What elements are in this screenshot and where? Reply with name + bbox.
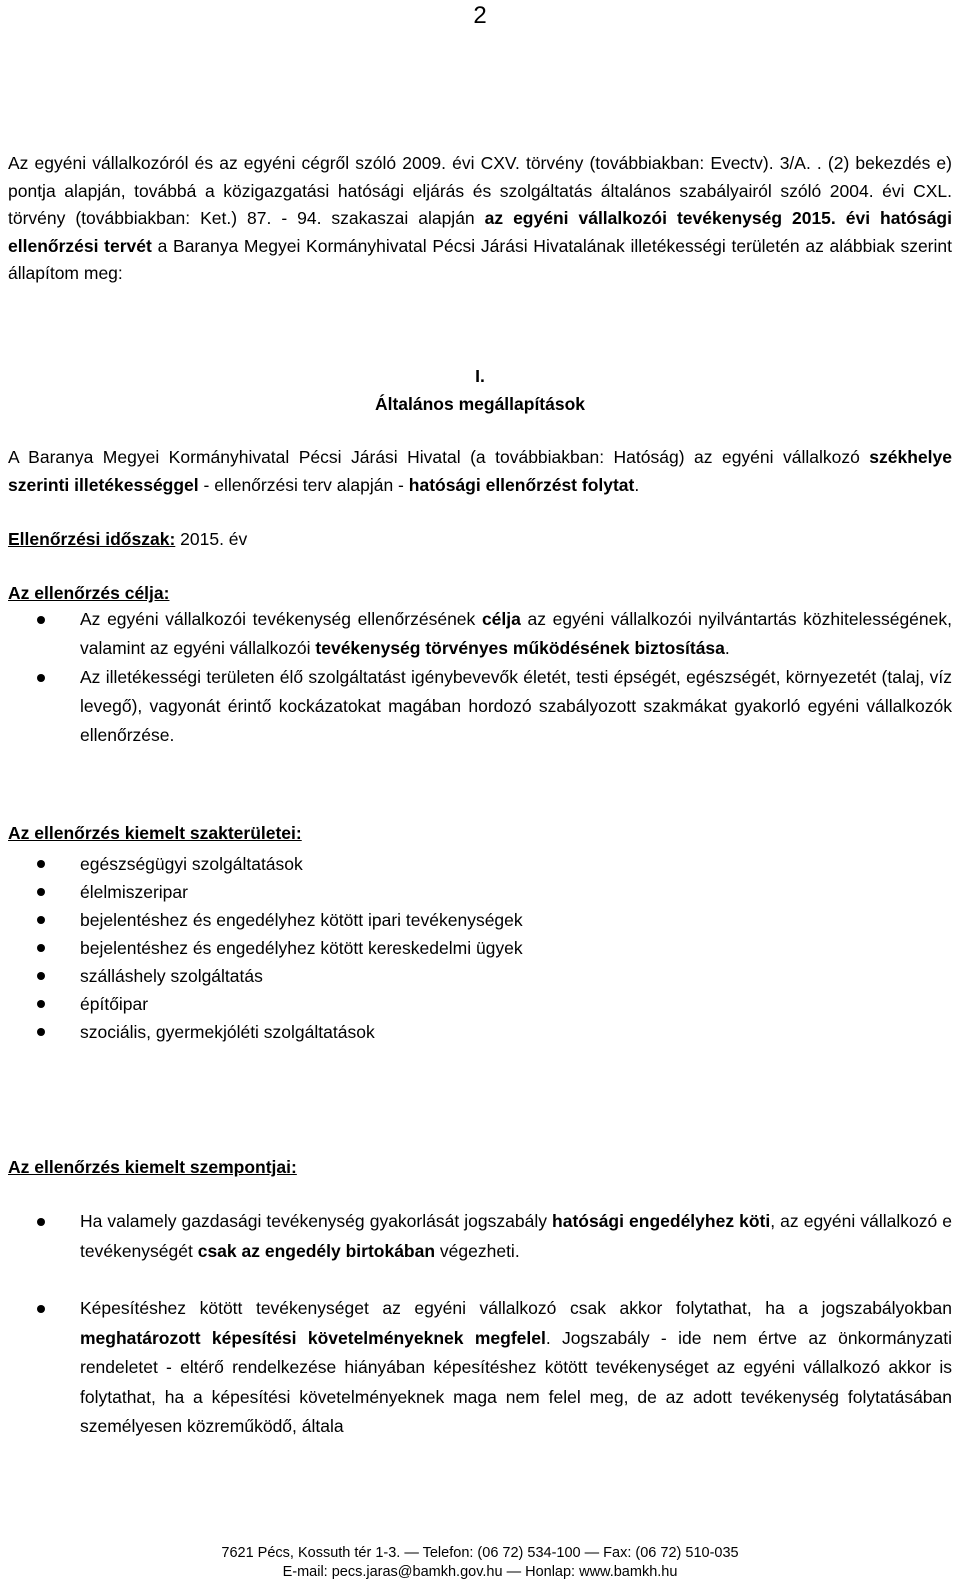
intro-text-2: a Baranya Megyei Kormányhivatal Pécsi Járási Hivatalának illetékességi területén az alábbiak szerint állapítom meg:	[8, 235, 952, 283]
area-label: egészségügyi szolgáltatások	[80, 854, 303, 874]
area-label: szociális, gyermekjóléti szolgáltatások	[80, 1022, 375, 1042]
aspect-text-5: . Jogszabály - ide nem értve az önkormányzati rendeletet - eltérő rendelkezése hiányában képesítéshez kötött tevékenységet az egyéni vállalkozó akkor is folytathat, ha a képesítési követelményeknek maga nem felel meg, de az adott tevékenység folytatásában személyesen közreműködő, általa	[80, 1327, 952, 1436]
general-text-3: .	[634, 474, 640, 495]
period-value: 2015. év	[175, 529, 248, 549]
list-item	[8, 906, 952, 934]
aspect-text-3: végezheti.	[435, 1240, 520, 1261]
aspect-bold-3: meghatározott képesítési követelményeknek megfelel	[80, 1327, 546, 1348]
page-number: 2	[473, 2, 487, 29]
area-label: bejelentéshez és engedélyhez kötött kereskedelmi ügyek	[80, 938, 523, 958]
section-title: Általános megállapítások	[374, 394, 586, 414]
list-item	[8, 663, 952, 750]
list-item	[8, 1018, 952, 1046]
general-paragraph	[8, 444, 952, 499]
aspects-list	[8, 1207, 952, 1442]
general-text-2: - ellenőrzési terv alapján -	[198, 474, 409, 495]
goals-heading: Az ellenőrzés célja:	[8, 583, 170, 603]
period-line	[8, 526, 952, 554]
aspect-bold-2: csak az engedély birtokában	[197, 1240, 436, 1261]
goal-bold-2: tevékenység törvényes működésének biztosítása	[315, 638, 725, 658]
goal-text-1: Az egyéni vállalkozói tevékenység ellenőrzésének	[80, 609, 482, 629]
aspect-text-1: Ha valamely gazdasági tevékenység gyakorlását jogszabály	[80, 1211, 553, 1231]
bullet-icon	[37, 944, 45, 952]
list-item	[8, 962, 952, 990]
bullet-icon	[37, 1218, 45, 1226]
aspects-heading: Az ellenőrzés kiemelt szempontjai:	[8, 1157, 297, 1177]
area-label: szálláshely szolgáltatás	[80, 966, 263, 986]
intro-text-1: Az egyéni vállalkozóról és az egyéni cégről szóló 2009. évi CXV. törvény (továbbiakban: Evectv). 3/A. . (2) bekezdés e) pontja alapján, továbbá a közigazgatási hatósági eljárás és szolgáltatás általános szabályairól szóló 2004. évi CXL. törvény (továbbiakban: Ket.) 87. - 94. szakaszai alapján	[8, 153, 952, 228]
general-bold-1: székhelye szerinti illetékességgel	[8, 447, 952, 495]
section-heading	[0, 362, 960, 418]
list-item	[8, 1207, 952, 1266]
goal-bold-1: célja	[481, 609, 521, 629]
intro-bold: az egyéni vállalkozói tevékenység 2015. évi hatósági ellenőrzési tervét	[8, 208, 952, 256]
aspect-text-2: , az egyéni vállalkozó e tevékenységét	[80, 1211, 952, 1261]
bullet-icon	[37, 916, 45, 924]
section-number: I.	[475, 366, 485, 386]
bullet-icon	[37, 972, 45, 980]
aspect-text-4: Képesítéshez kötött tevékenységet az egyéni vállalkozó csak akkor folytathat, ha a jogszabályokban	[80, 1298, 952, 1318]
areas-list	[8, 850, 952, 1046]
bullet-icon	[37, 674, 45, 682]
area-label: építőipar	[80, 994, 149, 1014]
aspect-bold-1: hatósági engedélyhez köti	[552, 1211, 771, 1231]
bullet-icon	[37, 1000, 45, 1008]
list-item	[8, 1294, 952, 1442]
general-text-1: A Baranya Megyei Kormányhivatal Pécsi Járási Hivatal (a továbbiakban: Hatóság) az egyéni vállalkozó	[8, 447, 870, 467]
footer-contact: E-mail: pecs.jaras@bamkh.gov.hu — Honlap: www.bamkh.hu	[282, 1564, 678, 1580]
area-label: élelmiszeripar	[80, 882, 188, 902]
list-item	[8, 990, 952, 1018]
areas-heading: Az ellenőrzés kiemelt szakterületei:	[8, 823, 302, 843]
footer	[0, 1544, 960, 1582]
bullet-icon	[37, 1028, 45, 1036]
goals-list	[8, 605, 952, 750]
goal-text-4: Az illetékességi területen élő szolgáltatást igénybevevők életét, testi épségét, egészségét, környezetét (talaj, víz levegő), vagyonát érintő kockázatokat magában hordozó szabályozott szakmákat gyakorló egyéni vállalkozók ellenőrzése.	[80, 667, 952, 745]
bullet-icon	[37, 888, 45, 896]
footer-address: 7621 Pécs, Kossuth tér 1-3. — Telefon: (06 72) 534-100 — Fax: (06 72) 510-035	[221, 1545, 739, 1561]
bullet-icon	[37, 860, 45, 868]
bullet-icon	[37, 616, 45, 624]
general-bold-2: hatósági ellenőrzést folytat	[408, 474, 635, 495]
bullet-icon	[37, 1305, 45, 1313]
period-label: Ellenőrzési időszak:	[8, 529, 176, 549]
list-item	[8, 934, 952, 962]
list-item	[8, 850, 952, 878]
goal-text-2: az egyéni vállalkozói nyilvántartás közhitelességének, valamint az egyéni vállalkozói	[80, 609, 952, 658]
list-item	[8, 605, 952, 663]
goal-text-3: .	[724, 638, 730, 658]
area-label: bejelentéshez és engedélyhez kötött ipari tevékenységek	[80, 910, 523, 930]
list-item	[8, 878, 952, 906]
intro-paragraph	[8, 150, 952, 288]
